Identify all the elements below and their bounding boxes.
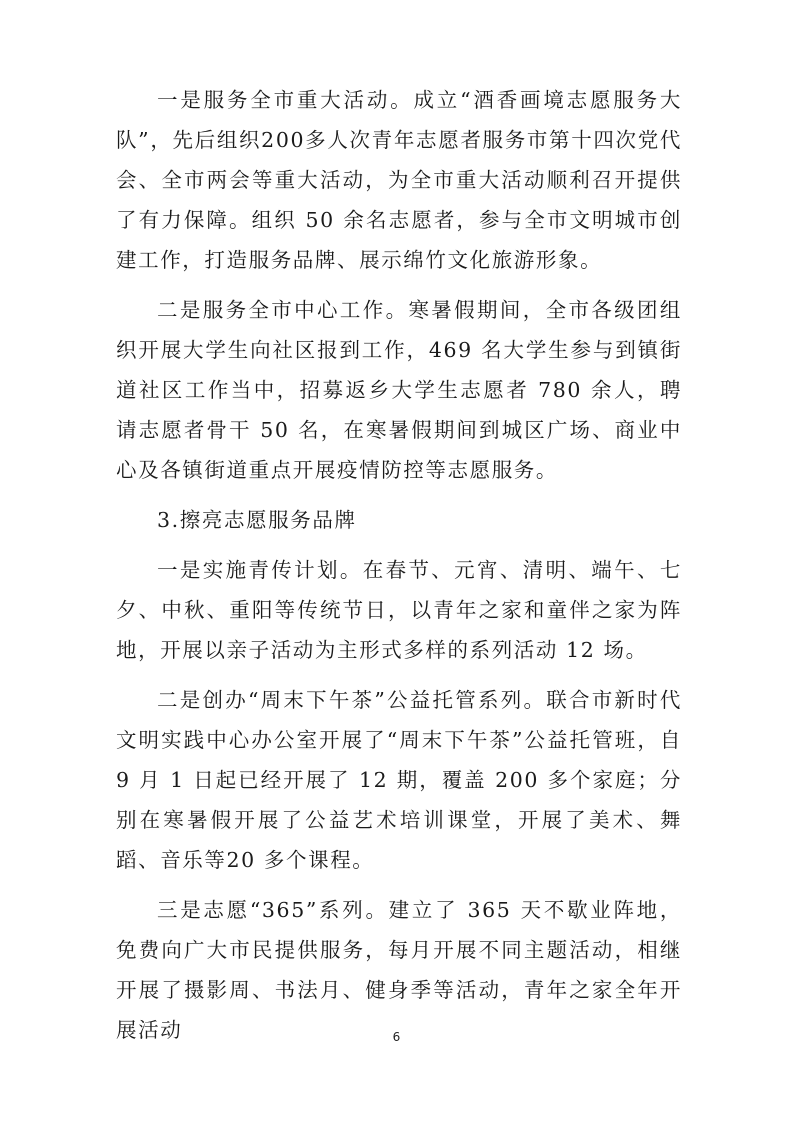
paragraph-youth-heritage-plan: 一是实施青传计划。在春节、元宵、清明、端午、七夕、中秋、重阳等传统节日，以青年之家和童伴之家为阵地，开展以亲子活动为主形式多样的系列活动 12 场。 [116,558,682,662]
paragraph-service-major-events: 一是服务全市重大活动。成立“酒香画境志愿服务大队”，先后组织200多人次青年志愿者服务市第十四次党代会、全市两会等重大活动，为全市重大活动顺利召开提供了有力保障。组织 50 余名志愿者，参与全市文明城市创建工作，打造服务品牌、展示绵竹文化旅游形象。 [116,88,682,272]
paragraph-service-central-work: 二是服务全市中心工作。寒暑假期间，全市各级团组织开展大学生向社区报到工作，469 名大学生参与到镇街道社区工作当中，招募返乡大学生志愿者 780 余人，聘请志愿者骨干 50 名，在寒暑假期间到城区广场、商业中心及各镇街道重点开展疫情防控等志愿服务。 [116,298,682,482]
paragraph-weekend-tea-series: 二是创办“周末下午茶”公益托管系列。联合市新时代文明实践中心办公室开展了“周末下午茶”公益托管班，自9 月 1 日起已经开展了 12 期，覆盖 200 多个家庭；分别在寒暑假开展了公益艺术培训课堂，开展了美术、舞蹈、音乐等20 多个课程。 [116,688,682,872]
document-body [116,80,682,1060]
section-heading-volunteer-brand: 3.擦亮志愿服务品牌 [157,508,357,532]
paragraph-volunteer-365-series: 三是志愿“365”系列。建立了 365 天不歇业阵地，免费向广大市民提供服务，每月开展不同主题活动，相继开展了摄影周、书法月、健身季等活动，青年之家全年开展活动 [116,898,682,1042]
page-number: 6 [392,1030,401,1044]
